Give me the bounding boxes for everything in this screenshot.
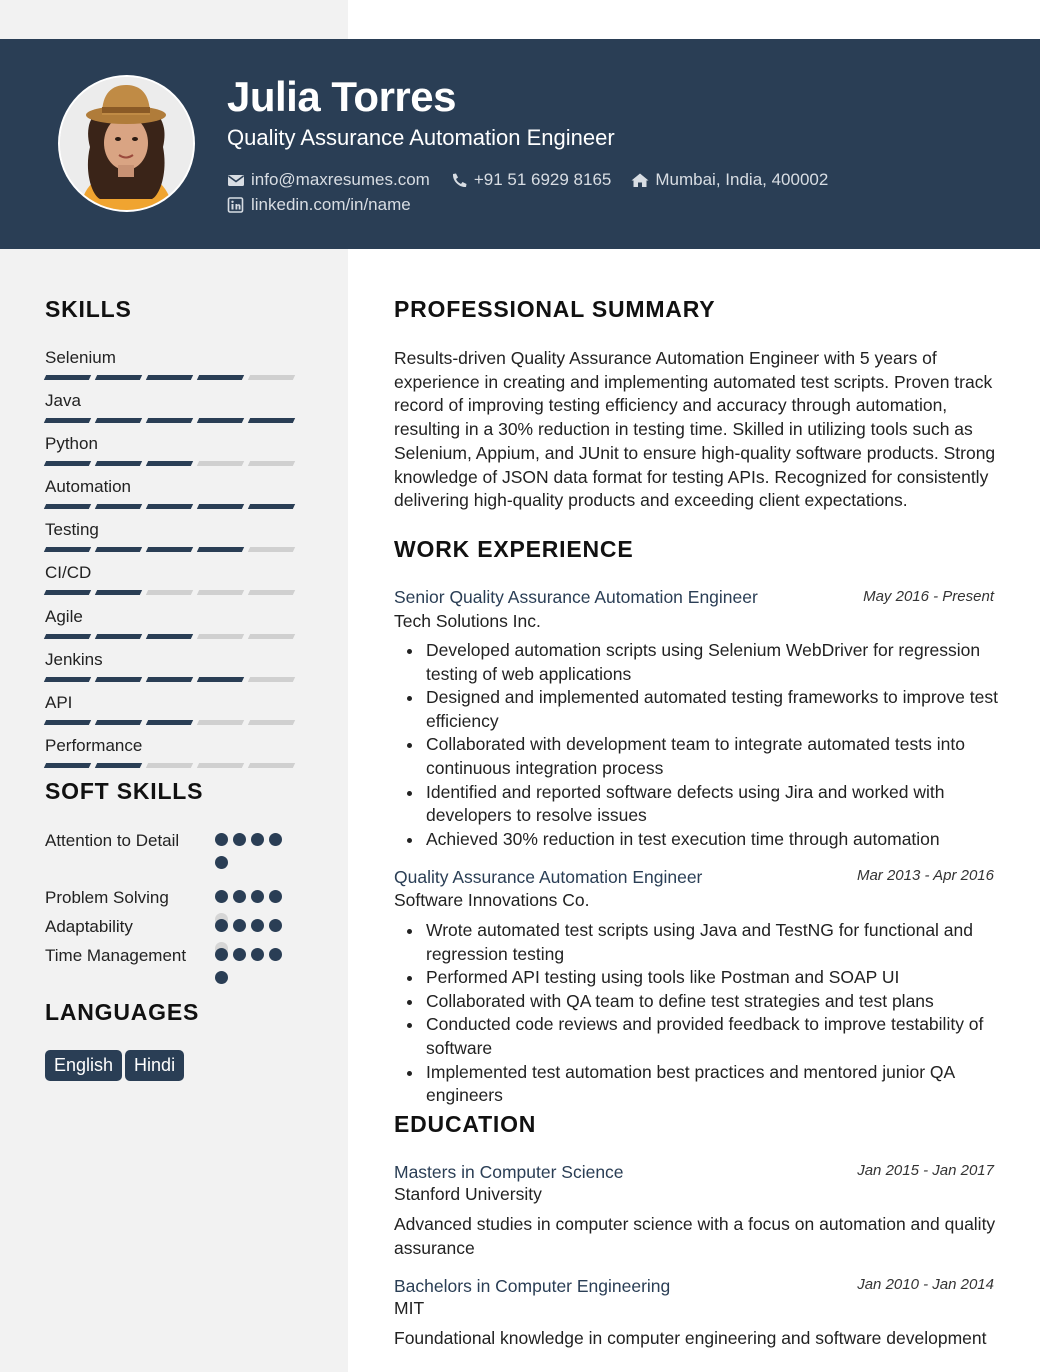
education-dates: Jan 2010 - Jan 2014 [857, 1276, 994, 1293]
skill-level-segment [95, 461, 142, 466]
rating-dot [215, 919, 228, 932]
skill-level-segment [44, 461, 91, 466]
contact-info [227, 167, 848, 217]
skill-level-segment [248, 461, 295, 466]
soft-skill-name: Adaptability [45, 917, 133, 936]
rating-dot [233, 833, 246, 846]
rating-dot [233, 890, 246, 903]
skill-level-segment [95, 677, 142, 682]
skill-level-segment [44, 547, 91, 552]
skill-level-segment [197, 677, 244, 682]
skill-item [45, 433, 305, 476]
skill-level-segment [197, 504, 244, 509]
skill-level-segment [146, 504, 193, 509]
list-item: Collaborated with development team to integrate automated tests into continuous integration process [394, 733, 999, 780]
summary-section [394, 296, 999, 323]
skill-level-segment [146, 634, 193, 639]
skill-name: Jenkins [45, 649, 103, 669]
skill-level-segment [95, 763, 142, 768]
skill-level-segment [146, 375, 193, 380]
skill-level-bar [45, 504, 305, 509]
candidate-name: Julia Torres [227, 73, 456, 120]
rating-dot [269, 890, 282, 903]
linkedin-text: linkedin.com/in/name [251, 194, 411, 214]
skill-level-segment [197, 461, 244, 466]
list-item: Identified and reported software defects using Jira and worked with developers to resolve issues [394, 781, 999, 828]
skill-item [45, 562, 305, 605]
soft-skills-title: SOFT SKILLS [45, 778, 204, 804]
skill-level-segment [95, 375, 142, 380]
skill-level-segment [44, 763, 91, 768]
linkedin-contact[interactable] [227, 195, 411, 215]
languages-title: LANGUAGES [45, 999, 200, 1025]
rating-dot [251, 948, 264, 961]
education-title: EDUCATION [394, 1111, 537, 1137]
skill-level-segment [146, 720, 193, 725]
skill-level-segment [95, 547, 142, 552]
soft-skills-list [45, 829, 305, 999]
education-dates: Jan 2015 - Jan 2017 [857, 1162, 994, 1179]
email-contact[interactable] [227, 170, 430, 190]
job-dates: Mar 2013 - Apr 2016 [856, 867, 994, 884]
skill-level-segment [248, 634, 295, 639]
education-description: Advanced studies in computer science with a focus on automation and quality assurance [394, 1214, 996, 1258]
skill-level-bar [45, 461, 305, 466]
soft-skill-name: Problem Solving [45, 888, 169, 907]
skill-name: Performance [45, 735, 143, 755]
languages-section [45, 999, 305, 1026]
list-item: Wrote automated test scripts using Java and TestNG for functional and regression testing [394, 919, 999, 966]
soft-skill-rating [215, 948, 289, 994]
skill-name: Selenium [45, 348, 116, 367]
rating-dot [251, 833, 264, 846]
soft-skill-item [45, 944, 305, 968]
skill-level-segment [95, 418, 142, 423]
skill-level-segment [248, 677, 295, 682]
skill-item [45, 692, 305, 735]
phone-contact[interactable] [450, 170, 612, 190]
job-title: Senior Quality Assurance Automation Engineer [394, 587, 758, 607]
soft-skill-name: Attention to Detail [45, 831, 180, 850]
degree-title: Bachelors in Computer Engineering [394, 1276, 671, 1296]
rating-dot [269, 919, 282, 932]
skill-level-segment [146, 461, 193, 466]
skill-level-segment [248, 720, 295, 725]
skill-level-bar [45, 375, 305, 380]
linkedin-icon [227, 197, 245, 213]
skill-level-segment [44, 590, 91, 595]
skill-level-segment [197, 418, 244, 423]
job-entry [394, 587, 999, 851]
job-bullets [394, 639, 999, 851]
rating-dot [233, 948, 246, 961]
skill-level-bar [45, 720, 305, 725]
location-text: Mumbai, India, 400002 [655, 169, 829, 189]
skill-level-bar [45, 547, 305, 552]
rating-dot [233, 919, 246, 932]
phone-icon [450, 172, 468, 188]
skills-list [45, 347, 305, 778]
skill-level-segment [197, 634, 244, 639]
skill-level-segment [44, 375, 91, 380]
job-company: Software Innovations Co. [394, 890, 590, 910]
summary-title: PROFESSIONAL SUMMARY [394, 296, 716, 322]
job-bullets [394, 919, 999, 1108]
skill-name: Testing [45, 520, 99, 540]
rating-dot [269, 948, 282, 961]
soft-skill-item [45, 886, 305, 910]
skill-level-segment [44, 504, 91, 509]
skill-name: Python [45, 434, 98, 454]
list-item: Conducted code reviews and provided feedback to improve testability of software [394, 1013, 999, 1060]
skill-level-segment [95, 590, 142, 595]
experience-section [394, 536, 999, 563]
skill-level-segment [146, 677, 193, 682]
skill-item [45, 735, 305, 778]
soft-skill-name: Time Management [45, 946, 187, 965]
candidate-role: Quality Assurance Automation Engineer [227, 125, 615, 150]
list-item: Achieved 30% reduction in test execution time through automation [394, 828, 999, 852]
email-text: info@maxresumes.com [251, 169, 430, 189]
skill-item [45, 390, 305, 433]
language-badge: Hindi [125, 1050, 184, 1081]
skill-level-segment [248, 763, 295, 768]
rating-dot [251, 919, 264, 932]
skills-title: SKILLS [45, 296, 132, 322]
skill-level-segment [146, 763, 193, 768]
skill-level-segment [95, 504, 142, 509]
skill-level-segment [248, 418, 295, 423]
list-item: Designed and implemented automated testing frameworks to improve test efficiency [394, 686, 999, 733]
job-dates: May 2016 - Present [863, 588, 994, 605]
list-item: Implemented test automation best practices and mentored junior QA engineers [394, 1061, 999, 1108]
skill-name: Automation [45, 477, 131, 497]
skill-level-segment [44, 677, 91, 682]
skill-item [45, 476, 305, 519]
skill-level-segment [146, 590, 193, 595]
skill-level-segment [197, 763, 244, 768]
skills-section [45, 296, 305, 323]
school-name: MIT [394, 1298, 425, 1318]
skill-name: Agile [45, 606, 83, 626]
phone-text: +91 51 6929 8165 [473, 169, 612, 189]
rating-dot [215, 890, 228, 903]
rating-dot [215, 833, 228, 846]
skill-item [45, 347, 305, 390]
skill-level-segment [44, 720, 91, 725]
skill-level-segment [248, 504, 295, 509]
education-entry [394, 1162, 999, 1260]
skill-level-segment [248, 590, 295, 595]
skill-name: API [45, 692, 73, 712]
skill-level-segment [248, 547, 295, 552]
skill-level-segment [197, 375, 244, 380]
skill-level-segment [95, 634, 142, 639]
list-item: Collaborated with QA team to define test strategies and test plans [394, 990, 999, 1014]
envelope-icon [227, 172, 245, 188]
skill-name: Java [45, 391, 81, 411]
skill-level-bar [45, 590, 305, 595]
skill-level-bar [45, 634, 305, 639]
skill-level-segment [146, 418, 193, 423]
education-description: Foundational knowledge in computer engineering and software development [394, 1328, 987, 1348]
rating-dot [269, 833, 282, 846]
skill-level-bar [45, 763, 305, 768]
soft-skill-item [45, 829, 305, 853]
list-item: Developed automation scripts using Selenium WebDriver for regression testing of web applications [394, 639, 999, 686]
job-title: Quality Assurance Automation Engineer [394, 867, 703, 887]
skill-level-segment [44, 418, 91, 423]
home-icon [631, 172, 649, 188]
skill-item [45, 519, 305, 562]
skill-level-bar [45, 418, 305, 423]
education-section [394, 1111, 999, 1138]
experience-title: WORK EXPERIENCE [394, 536, 634, 562]
language-badge: English [45, 1050, 122, 1081]
rating-dot [215, 948, 228, 961]
education-entry [394, 1276, 999, 1351]
avatar [58, 75, 195, 212]
skill-level-segment [95, 720, 142, 725]
job-entry [394, 867, 999, 1108]
skill-level-segment [146, 547, 193, 552]
skill-level-segment [197, 720, 244, 725]
profile-photo-icon [60, 77, 193, 210]
header-band [0, 39, 1040, 249]
skill-level-bar [45, 677, 305, 682]
skill-item [45, 649, 305, 692]
soft-skill-item [45, 915, 305, 939]
rating-dot [251, 890, 264, 903]
rating-dot [215, 971, 228, 984]
skill-level-segment [197, 547, 244, 552]
skill-name: CI/CD [45, 563, 92, 583]
list-item: Performed API testing using tools like Postman and SOAP UI [394, 966, 999, 990]
job-company: Tech Solutions Inc. [394, 611, 541, 631]
soft-skill-rating [215, 833, 289, 879]
summary-text: Results-driven Quality Assurance Automation Engineer with 5 years of experience in creating and implementing automated test scripts. Proven track record of improving testing efficiency and accuracy through automation, resulting in a 30% reduction in testing time. Skilled in utilizing tools such as Selenium, Appium, and JUnit to ensure high-quality software products. Strong knowledge of JSON data format for testing APIs. Recognized for consistently delivering high-quality products and exceeding client expectations. [394, 348, 996, 511]
languages-list [45, 1050, 305, 1081]
skill-level-segment [248, 375, 295, 380]
degree-title: Masters in Computer Science [394, 1162, 624, 1182]
skill-item [45, 606, 305, 649]
skill-level-segment [197, 590, 244, 595]
soft-skills-section [45, 778, 305, 805]
rating-dot [215, 856, 228, 869]
skill-level-segment [44, 634, 91, 639]
location-contact [631, 170, 828, 190]
school-name: Stanford University [394, 1184, 542, 1204]
